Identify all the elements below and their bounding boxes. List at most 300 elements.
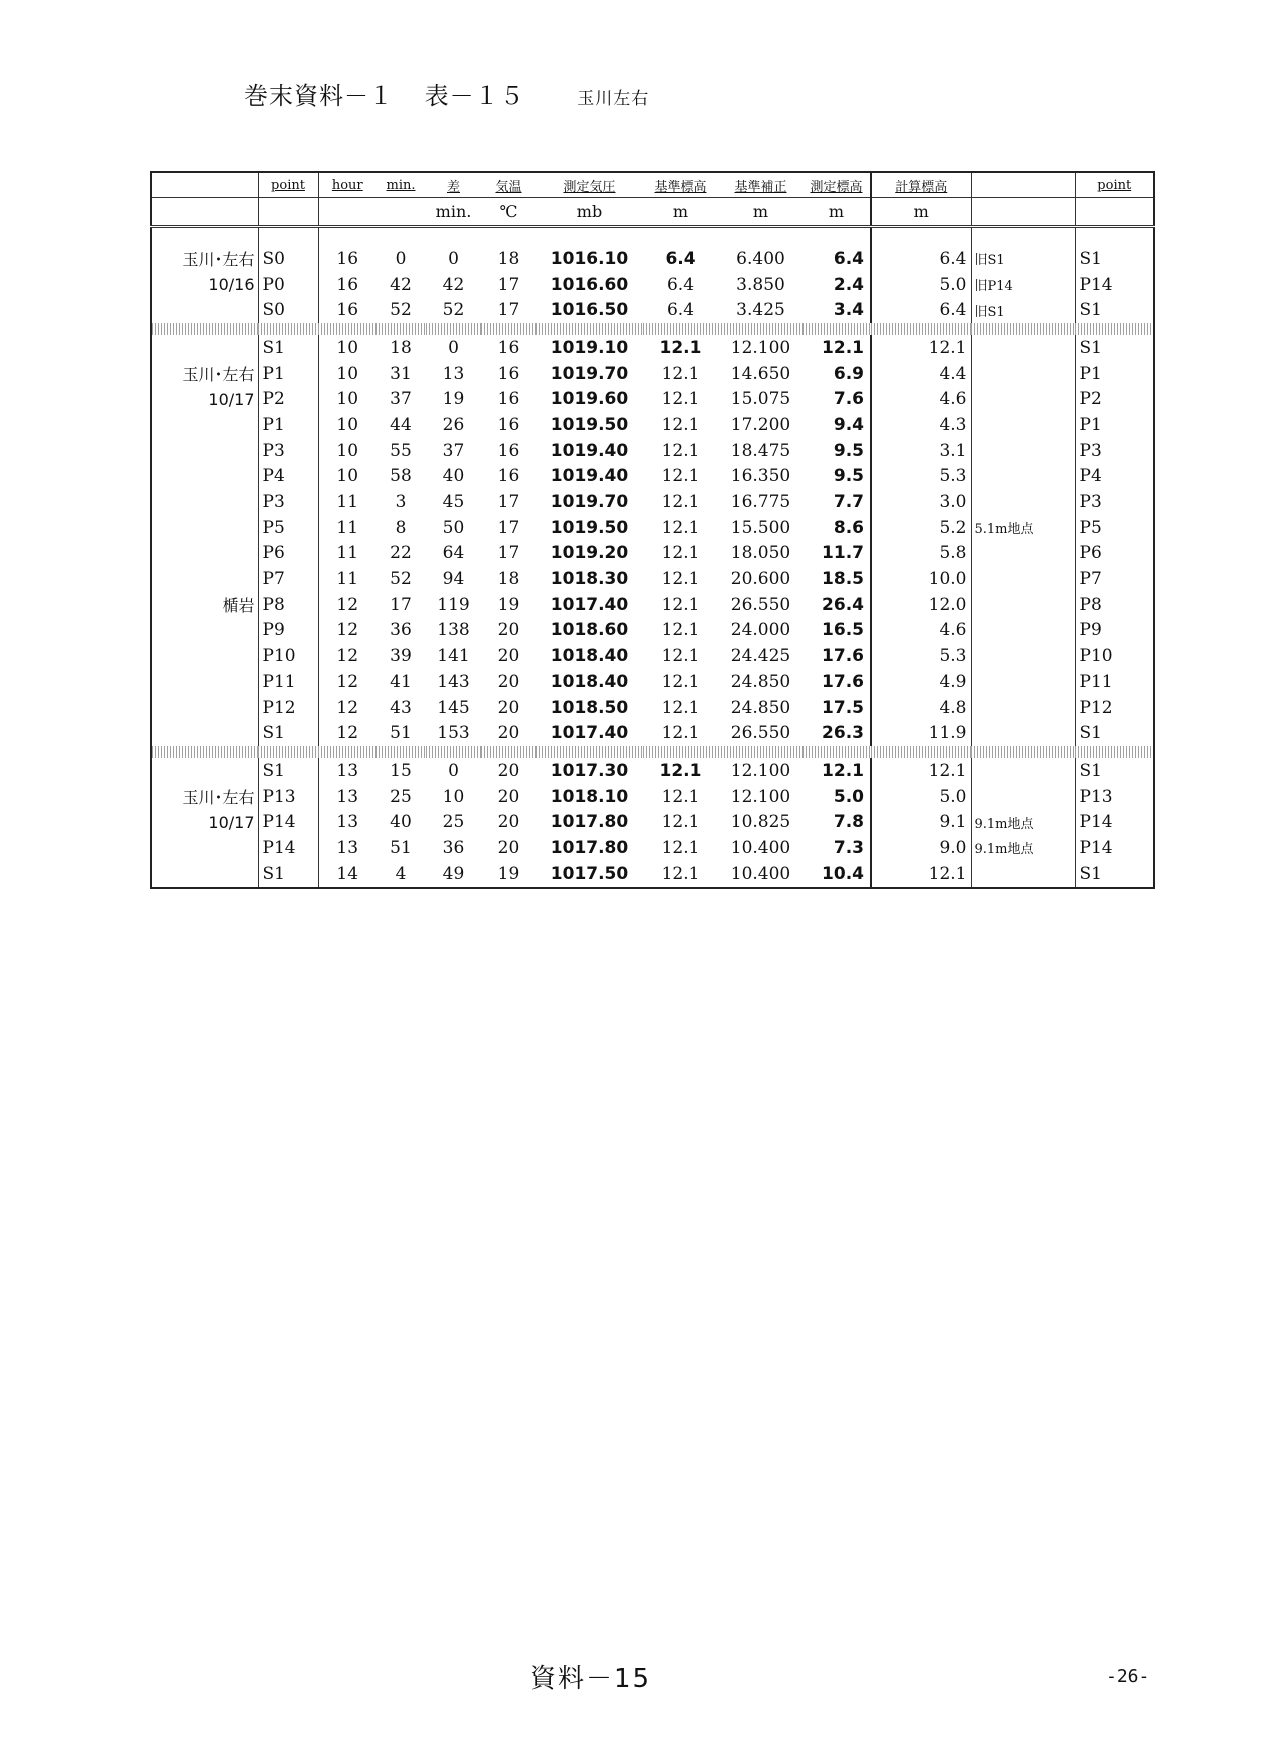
col-header-point: point: [258, 172, 318, 198]
unit-base-elev: m: [643, 198, 718, 227]
cell-remark: 9.1m地点: [971, 835, 1075, 861]
cell-point: P1: [258, 412, 318, 438]
cell-ref-point: S1: [1079, 248, 1102, 269]
cell-base-elev: 12.1: [661, 363, 700, 384]
cell-remark: [971, 720, 1075, 746]
cell-min: 25: [390, 786, 412, 807]
cell-calc-elev: 9.0: [871, 835, 971, 861]
cell-point: S1: [258, 720, 318, 746]
cell-calc-elev: 4.4: [871, 361, 971, 387]
cell-temp: 19: [497, 863, 520, 884]
cell-temp: 17: [497, 517, 520, 538]
cell-point: P14: [258, 835, 318, 861]
cell-diff: 0: [448, 248, 459, 269]
cell-base-elev: 12.1: [661, 414, 700, 435]
cell-ref-point: P1: [1079, 363, 1102, 384]
table-row: [151, 464, 1154, 490]
col-header-location: [151, 172, 258, 198]
table-row: [151, 566, 1154, 592]
cell-base-corr: 20.600: [730, 569, 791, 590]
cell-temp: 18: [497, 569, 520, 590]
cell-pressure: 1018.60: [550, 620, 629, 641]
separator-cell: [643, 746, 718, 758]
col-header-temp: 気温: [481, 172, 536, 198]
cell-base-corr: 12.100: [730, 760, 791, 781]
table-row: [151, 669, 1154, 695]
cell-min: 17: [390, 594, 412, 615]
separator-cell: [481, 746, 536, 758]
cell-meas-elev: 17.6: [803, 643, 871, 669]
cell-diff: 52: [442, 300, 465, 321]
cell-calc-elev: 11.9: [871, 720, 971, 746]
cell-diff: 143: [437, 671, 470, 692]
cell-diff: 42: [442, 274, 465, 295]
separator-cell: [536, 746, 643, 758]
cell-base-corr: 14.650: [730, 363, 791, 384]
cell-temp: 20: [497, 723, 520, 744]
cell-min: 41: [390, 671, 412, 692]
cell-min: 51: [390, 723, 412, 744]
cell-calc-elev: 4.6: [871, 618, 971, 644]
cell-pressure: 1017.30: [550, 760, 629, 781]
cell-diff: 50: [442, 517, 465, 538]
cell-location: 10/17: [151, 809, 258, 835]
cell-diff: 10: [442, 786, 465, 807]
cell-base-corr: 18.475: [730, 440, 791, 461]
col-header-base-corr: 基準補正: [718, 172, 803, 198]
spacer-cell: [536, 227, 643, 247]
cell-base-corr: 24.000: [730, 620, 791, 641]
cell-min: 51: [390, 837, 412, 858]
group-separator: [151, 746, 1154, 758]
cell-base-elev: 12.1: [661, 466, 700, 487]
separator-cell: [376, 323, 426, 335]
cell-base-corr: 12.100: [730, 337, 791, 358]
cell-remark: [971, 618, 1075, 644]
cell-pressure: 1018.40: [550, 646, 629, 667]
cell-remark: [971, 412, 1075, 438]
cell-temp: 16: [497, 363, 520, 384]
cell-location: 10/16: [151, 272, 258, 298]
cell-base-corr: 12.100: [730, 786, 791, 807]
col-header-calc-elev: 計算標高: [871, 172, 971, 198]
cell-temp: 20: [497, 671, 520, 692]
cell-location: 玉川･左右: [151, 361, 258, 387]
cell-hour: 11: [336, 492, 359, 513]
cell-location: [151, 297, 258, 323]
cell-remark: [971, 361, 1075, 387]
separator-cell: [318, 746, 376, 758]
cell-calc-elev: 12.0: [871, 592, 971, 618]
cell-point: P5: [258, 515, 318, 541]
cell-min: 58: [390, 466, 412, 487]
cell-diff: 145: [437, 697, 470, 718]
cell-min: 43: [390, 697, 412, 718]
unit-calc-elev: m: [871, 198, 971, 227]
cell-location: [151, 438, 258, 464]
cell-temp: 20: [497, 620, 520, 641]
cell-base-elev: 12.1: [659, 760, 702, 781]
cell-min: 52: [390, 300, 412, 321]
col-header-pressure: 測定気圧: [536, 172, 643, 198]
cell-calc-elev: 9.1: [871, 809, 971, 835]
cell-pressure: 1019.70: [550, 363, 629, 384]
cell-ref-point: P11: [1079, 671, 1113, 692]
cell-calc-elev: 3.1: [871, 438, 971, 464]
cell-meas-elev: 17.6: [803, 669, 871, 695]
spacer-cell: [318, 227, 376, 247]
separator-cell: [151, 746, 258, 758]
cell-meas-elev: 26.3: [803, 720, 871, 746]
cell-point: S1: [258, 335, 318, 361]
cell-remark: [971, 592, 1075, 618]
cell-point: P1: [258, 361, 318, 387]
cell-temp: 16: [497, 389, 520, 410]
cell-base-corr: 26.550: [730, 723, 791, 744]
cell-temp: 20: [497, 760, 520, 781]
cell-base-corr: 15.075: [730, 389, 791, 410]
cell-point: S1: [258, 758, 318, 784]
cell-location: 10/17: [151, 386, 258, 412]
separator-cell: [151, 323, 258, 335]
cell-base-corr: 16.775: [730, 492, 791, 513]
cell-calc-elev: 10.0: [871, 566, 971, 592]
col-header-meas-elev: 測定標高: [803, 172, 871, 198]
cell-location: [151, 489, 258, 515]
cell-base-corr: 24.425: [730, 646, 791, 667]
measurement-table: [150, 171, 1155, 889]
cell-point: P13: [258, 784, 318, 810]
cell-point: P8: [258, 592, 318, 618]
cell-base-elev: 12.1: [661, 863, 700, 884]
cell-base-corr: 10.825: [730, 812, 791, 833]
cell-meas-elev: 7.6: [803, 386, 871, 412]
cell-remark: [971, 566, 1075, 592]
table-row: [151, 643, 1154, 669]
cell-min: 22: [390, 543, 412, 564]
cell-pressure: 1016.50: [550, 300, 629, 321]
cell-ref-point: P8: [1079, 594, 1102, 615]
spacer-cell: [376, 227, 426, 247]
separator-cell: [536, 323, 643, 335]
cell-min: 39: [390, 646, 412, 667]
cell-location: 玉川･左右: [151, 246, 258, 272]
table-row: [151, 246, 1154, 272]
unit-hour: [318, 198, 376, 227]
spacer-cell: [871, 227, 971, 247]
separator-cell: [318, 323, 376, 335]
cell-hour: 10: [336, 414, 359, 435]
cell-diff: 45: [442, 492, 465, 513]
unit-diff: min.: [426, 198, 481, 227]
cell-remark: [971, 386, 1075, 412]
table-row: [151, 386, 1154, 412]
cell-ref-point: P1: [1079, 414, 1102, 435]
table-row: [151, 695, 1154, 721]
cell-location: [151, 861, 258, 888]
cell-location: [151, 643, 258, 669]
cell-diff: 0: [448, 337, 459, 358]
cell-base-elev: 12.1: [661, 837, 700, 858]
unit-location: [151, 198, 258, 227]
cell-temp: 18: [497, 248, 520, 269]
separator-cell: [258, 746, 318, 758]
cell-hour: 13: [336, 786, 359, 807]
cell-hour: 12: [336, 723, 359, 744]
cell-base-elev: 12.1: [661, 723, 700, 744]
spacer-cell: [803, 227, 871, 247]
separator-cell: [718, 323, 803, 335]
table-row: [151, 618, 1154, 644]
unit-ref-point: [1075, 198, 1154, 227]
cell-base-elev: 12.1: [661, 646, 700, 667]
separator-cell: [871, 323, 971, 335]
cell-point: S0: [258, 297, 318, 323]
cell-min: 52: [390, 569, 412, 590]
cell-meas-elev: 9.5: [803, 464, 871, 490]
cell-remark: 旧P14: [971, 272, 1075, 298]
cell-pressure: 1019.50: [550, 414, 629, 435]
cell-base-elev: 12.1: [661, 569, 700, 590]
cell-ref-point: S1: [1079, 723, 1102, 744]
cell-base-elev: 12.1: [661, 389, 700, 410]
cell-ref-point: P6: [1079, 543, 1102, 564]
cell-hour: 16: [336, 300, 359, 321]
cell-temp: 20: [497, 812, 520, 833]
cell-meas-elev: 12.1: [803, 758, 871, 784]
cell-base-corr: 16.350: [730, 466, 791, 487]
cell-meas-elev: 3.4: [803, 297, 871, 323]
cell-base-corr: 18.050: [730, 543, 791, 564]
table-row: [151, 541, 1154, 567]
cell-point: P7: [258, 566, 318, 592]
cell-point: P3: [258, 438, 318, 464]
cell-hour: 12: [336, 594, 359, 615]
cell-meas-elev: 12.1: [803, 335, 871, 361]
cell-temp: 20: [497, 646, 520, 667]
unit-remark: [971, 198, 1075, 227]
cell-location: 楯岩: [151, 592, 258, 618]
cell-diff: 64: [442, 543, 465, 564]
cell-meas-elev: 6.9: [803, 361, 871, 387]
cell-location: [151, 758, 258, 784]
spacer-cell: [258, 227, 318, 247]
table-row: [151, 720, 1154, 746]
separator-cell: [426, 323, 481, 335]
cell-base-corr: 26.550: [730, 594, 791, 615]
unit-base-corr: m: [718, 198, 803, 227]
unit-min: [376, 198, 426, 227]
cell-remark: 5.1m地点: [971, 515, 1075, 541]
cell-base-corr: 6.400: [736, 248, 785, 269]
cell-calc-elev: 5.3: [871, 643, 971, 669]
cell-calc-elev: 4.6: [871, 386, 971, 412]
cell-remark: [971, 695, 1075, 721]
cell-pressure: 1017.40: [550, 723, 629, 744]
cell-pressure: 1017.40: [550, 594, 629, 615]
cell-temp: 16: [497, 440, 520, 461]
separator-cell: [1075, 323, 1154, 335]
cell-meas-elev: 7.7: [803, 489, 871, 515]
table-row: [151, 515, 1154, 541]
cell-pressure: 1017.80: [550, 837, 629, 858]
cell-diff: 25: [442, 812, 465, 833]
cell-location: [151, 720, 258, 746]
table-row: [151, 592, 1154, 618]
cell-base-elev: 12.1: [661, 697, 700, 718]
unit-point: [258, 198, 318, 227]
cell-diff: 19: [442, 389, 465, 410]
cell-calc-elev: 12.1: [871, 335, 971, 361]
cell-ref-point: S1: [1079, 300, 1102, 321]
cell-min: 4: [395, 863, 407, 884]
cell-temp: 19: [497, 594, 520, 615]
cell-location: [151, 335, 258, 361]
cell-point: P3: [258, 489, 318, 515]
cell-hour: 11: [336, 569, 359, 590]
cell-pressure: 1018.50: [550, 697, 629, 718]
cell-base-elev: 12.1: [661, 543, 700, 564]
cell-pressure: 1019.50: [550, 517, 629, 538]
cell-location: [151, 515, 258, 541]
cell-location: [151, 669, 258, 695]
cell-pressure: 1019.60: [550, 389, 629, 410]
cell-pressure: 1019.40: [550, 466, 629, 487]
separator-cell: [871, 746, 971, 758]
separator-cell: [971, 746, 1075, 758]
footer-label: 資料－15: [530, 1664, 652, 1694]
cell-pressure: 1016.60: [550, 274, 629, 295]
table-row: [151, 861, 1154, 888]
cell-hour: 11: [336, 543, 359, 564]
cell-point: S1: [258, 861, 318, 888]
cell-pressure: 1019.40: [550, 440, 629, 461]
cell-diff: 40: [442, 466, 465, 487]
cell-base-elev: 12.1: [661, 440, 700, 461]
cell-base-corr: 10.400: [730, 863, 791, 884]
separator-cell: [803, 323, 871, 335]
col-header-remark: [971, 172, 1075, 198]
cell-base-corr: 17.200: [730, 414, 791, 435]
cell-ref-point: P2: [1079, 389, 1102, 410]
cell-calc-elev: 5.3: [871, 464, 971, 490]
cell-remark: 旧S1: [971, 246, 1075, 272]
cell-temp: 20: [497, 837, 520, 858]
cell-remark: [971, 335, 1075, 361]
cell-min: 40: [390, 812, 412, 833]
cell-hour: 13: [336, 812, 359, 833]
cell-remark: [971, 861, 1075, 888]
table-row: [151, 784, 1154, 810]
cell-temp: 20: [497, 786, 520, 807]
separator-cell: [643, 323, 718, 335]
col-header-hour: hour: [318, 172, 376, 198]
cell-base-elev: 12.1: [661, 517, 700, 538]
cell-remark: [971, 464, 1075, 490]
cell-base-corr: 3.850: [736, 274, 785, 295]
cell-calc-elev: 5.8: [871, 541, 971, 567]
cell-ref-point: P3: [1079, 440, 1102, 461]
cell-temp: 16: [497, 466, 520, 487]
cell-calc-elev: 5.2: [871, 515, 971, 541]
table-row: [151, 489, 1154, 515]
cell-hour: 12: [336, 671, 359, 692]
cell-min: 36: [390, 620, 412, 641]
cell-temp: 20: [497, 697, 520, 718]
title-part-a: 巻末資料－１: [244, 82, 394, 110]
cell-location: [151, 566, 258, 592]
table-row: [151, 297, 1154, 323]
cell-point: P10: [258, 643, 318, 669]
table-row: [151, 335, 1154, 361]
cell-base-elev: 6.4: [666, 274, 695, 295]
cell-ref-point: S1: [1079, 760, 1102, 781]
separator-cell: [481, 323, 536, 335]
cell-location: [151, 412, 258, 438]
cell-pressure: 1018.30: [550, 569, 629, 590]
cell-location: 玉川･左右: [151, 784, 258, 810]
cell-meas-elev: 2.4: [803, 272, 871, 298]
cell-hour: 13: [336, 837, 359, 858]
table-row: [151, 272, 1154, 298]
cell-meas-elev: 6.4: [803, 246, 871, 272]
cell-meas-elev: 26.4: [803, 592, 871, 618]
cell-remark: [971, 643, 1075, 669]
separator-cell: [971, 323, 1075, 335]
cell-temp: 17: [497, 300, 520, 321]
col-header-min: min.: [376, 172, 426, 198]
table-row: [151, 758, 1154, 784]
cell-location: [151, 835, 258, 861]
cell-remark: 9.1m地点: [971, 809, 1075, 835]
cell-diff: 94: [442, 569, 465, 590]
cell-pressure: 1016.10: [550, 248, 629, 269]
separator-cell: [376, 746, 426, 758]
cell-temp: 17: [497, 543, 520, 564]
cell-meas-elev: 8.6: [803, 515, 871, 541]
cell-point: P14: [258, 809, 318, 835]
cell-base-elev: 12.1: [661, 620, 700, 641]
cell-pressure: 1018.10: [550, 786, 629, 807]
spacer-cell: [718, 227, 803, 247]
spacer-row: [151, 227, 1154, 247]
cell-min: 55: [390, 440, 412, 461]
cell-calc-elev: 4.8: [871, 695, 971, 721]
cell-diff: 141: [437, 646, 470, 667]
cell-ref-point: P9: [1079, 620, 1102, 641]
cell-diff: 37: [442, 440, 465, 461]
table-row: [151, 809, 1154, 835]
col-header-diff: 差: [426, 172, 481, 198]
cell-pressure: 1019.70: [550, 492, 629, 513]
cell-ref-point: P3: [1079, 492, 1102, 513]
cell-location: [151, 618, 258, 644]
cell-point: P12: [258, 695, 318, 721]
cell-meas-elev: 11.7: [803, 541, 871, 567]
table-body: [151, 227, 1154, 888]
cell-point: P4: [258, 464, 318, 490]
cell-remark: [971, 669, 1075, 695]
document-title: [244, 76, 671, 111]
title-subtitle: 玉川左右: [577, 89, 650, 109]
cell-point: P0: [258, 272, 318, 298]
spacer-cell: [481, 227, 536, 247]
cell-hour: 12: [336, 620, 359, 641]
cell-base-elev: 12.1: [661, 812, 700, 833]
cell-meas-elev: 16.5: [803, 618, 871, 644]
table-row: [151, 438, 1154, 464]
cell-base-corr: 24.850: [730, 671, 791, 692]
